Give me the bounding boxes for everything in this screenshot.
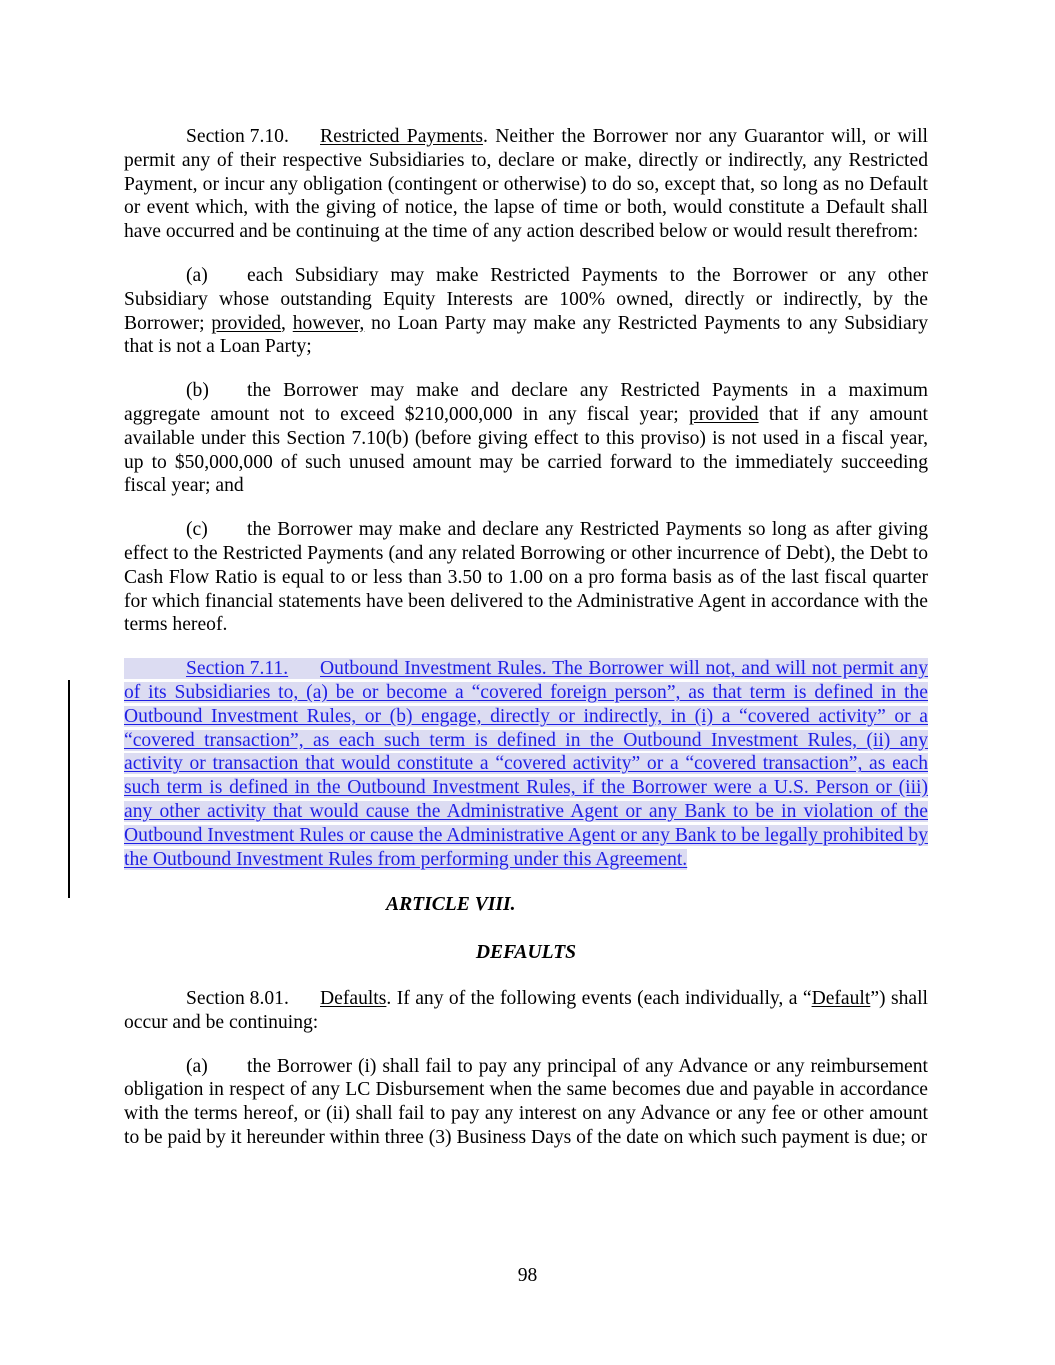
section-7-10-paragraph (124, 125, 928, 244)
section-8-01-title: Defaults (320, 987, 387, 1009)
clause-8a-paragraph (124, 1055, 928, 1150)
clause-a-comma: , (281, 312, 293, 334)
clause-a-text-end: no Loan Party may make any Restricted Payments to any Subsidiary that is not a Loan Party; (124, 312, 929, 358)
default-defined-term: Default (811, 987, 871, 1009)
section-7-10-number: Section 7.10. (186, 126, 289, 147)
revision-change-bar (68, 680, 70, 898)
provided-term: provided (688, 403, 759, 425)
section-7-11-body: Outbound Investment Rules. The Borrower will not, and will not permit any of its Subsidiaries to, (a) be or become a “covered foreign person”, as that term is defined in the Outbound Investment Rules, or (b) engage, directly or indirectly, in (i) a “covered activity” or a “covered transaction”, as each such term is defined in the Outbound Investment Rules, (ii) any activity or transaction that would constitute a “covered activity” or a “covered transaction”, as each such term is defined in the Outbound Investment Rules, if the Borrower were a U.S. Person or (iii) any other activity that would cause the Administrative Agent or any Bank to be in violation of the Outbound Investment Rules or cause the Administrative Agent or any Bank to be legally prohibited by the Outbound Investment Rules from performing under this Agreement. (124, 658, 928, 870)
article-title: DEFAULTS (475, 942, 577, 964)
provided-term: provided (211, 312, 282, 334)
section-8-01-paragraph (124, 987, 928, 1035)
page-number: 98 (517, 1265, 538, 1286)
clause-c-text: the Borrower may make and declare any Restricted Payments so long as after giving effect to the Restricted Payments (and any related Borrowing or other incurrence of Debt), the Debt to Cash Flow Ratio is equal to or less than 3.50 to 1.00 on a pro forma basis as of the last fiscal quarter for which financial statements have been delivered to the Administrative Agent in accordance with the terms hereof. (124, 519, 928, 636)
clause-b-text-end: that if any amount available under this Section 7.10(b) (before giving effect to this proviso) is not used in a fiscal year, up to $50,000,000 of such unused amount may be carried forward to the immediately succeeding fiscal year; and (124, 403, 928, 497)
section-7-11-number: Section 7.11. (124, 658, 320, 679)
clause-a-text: each Subsidiary may make Restricted Payments to the Borrower or any other Subsidiary whose outstanding Equity Interests are 100% owned, directly or indirectly, by the Borrower; (124, 264, 928, 334)
clause-b-label: (b) (186, 380, 209, 402)
section-8-01-number: Section 8.01. (186, 987, 289, 1009)
section-7-10-body: . Neither the Borrower nor any Guarantor will, or will permit any of their respective Subsidiaries to, declare or make, directly or indirectly, any Restricted Payment, or incur any obligation (contingent or otherwise) to do so, except that, so long as no Default or event which, with the giving of notice, the lapse of time or both, would constitute a Default shall have occurred and be continuing at the time of any action described below or would result therefrom: (124, 126, 928, 243)
clause-c-label: (c) (186, 519, 208, 541)
section-7-10-title: Restricted Payments (320, 126, 483, 147)
clause-a-paragraph (124, 264, 928, 359)
section-7-11-inserted-paragraph (124, 657, 928, 871)
clause-b-text: the Borrower may make and declare any Restricted Payments in a maximum aggregate amount not to exceed $210,000,000 in any fiscal year; (124, 380, 928, 425)
document-page (124, 125, 928, 1150)
clause-c-paragraph (124, 518, 928, 637)
clause-8a-text: the Borrower (i) shall fail to pay any principal of any Advance or any reimbursement obligation in respect of any LC Disbursement when the same becomes due and payable in accordance with the terms hereof, or (ii) shall fail to pay any interest on any Advance or any fee or other amount to be paid by it hereunder within three (3) Business Days of the date on which such payment is due; or (124, 1055, 928, 1148)
clause-a-label: (a) (186, 264, 208, 286)
clause-8a-label: (a) (186, 1055, 208, 1077)
however-term: however, (292, 312, 365, 334)
article-heading: ARTICLE VIII. (386, 894, 516, 916)
section-8-01-body: . If any of the following events (each individually, a “ (386, 987, 812, 1009)
section-8-01-body-end: ”) shall occur and be continuing: (124, 987, 928, 1033)
clause-b-paragraph (124, 379, 928, 498)
